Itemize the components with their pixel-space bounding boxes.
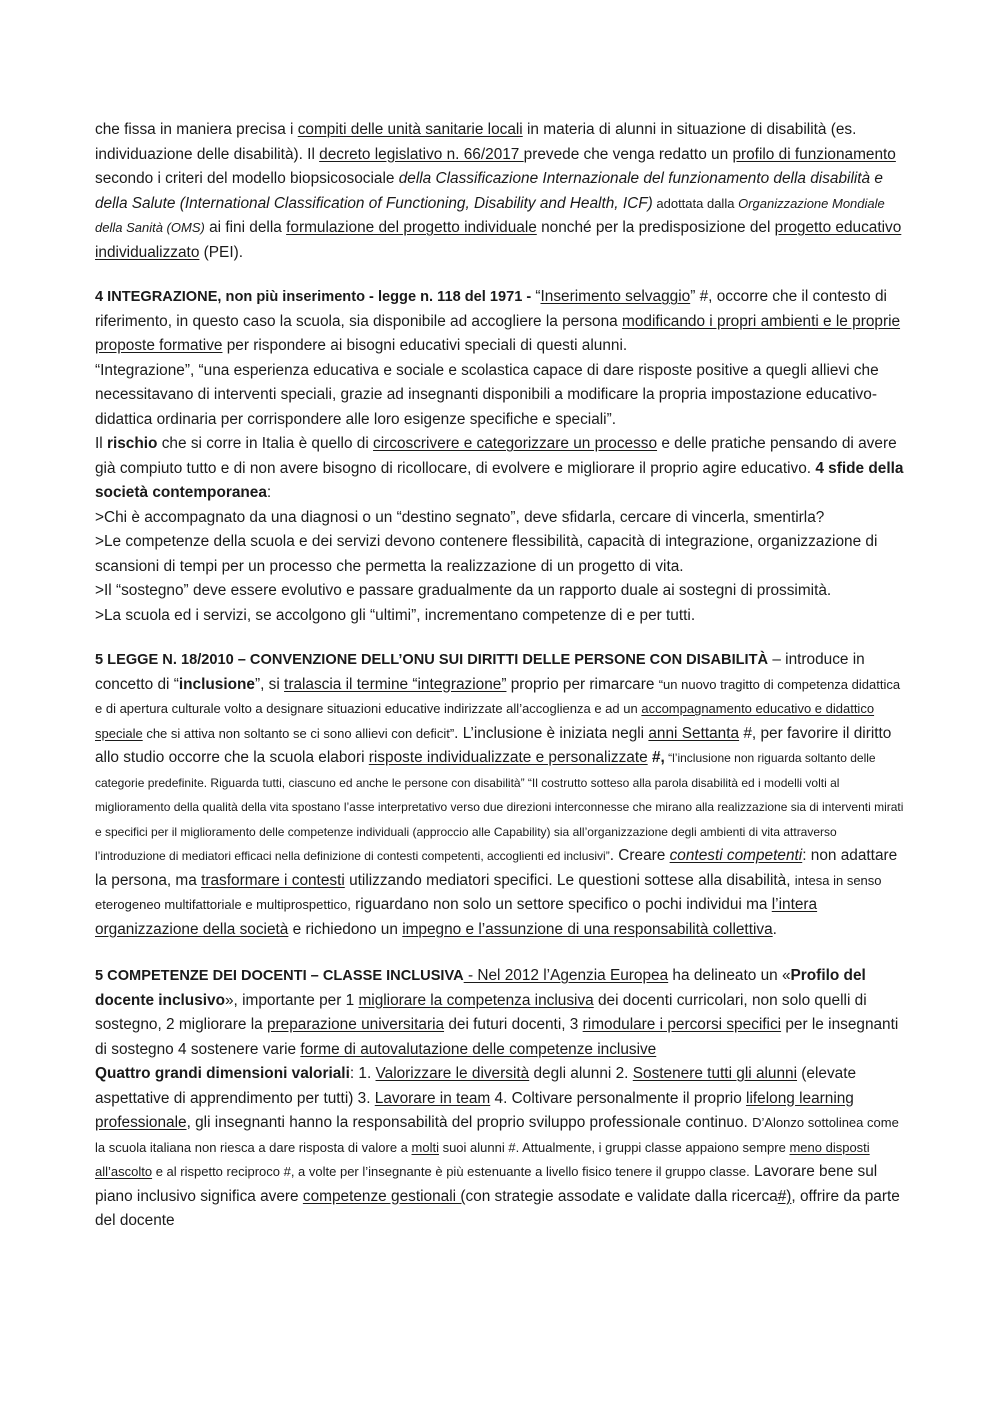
section-integrazione (95, 285, 907, 359)
small-text: e al rispetto reciproco #, a volte per l’insegnante è più estenuante a livello fisico tenere il gruppo classe. (152, 1164, 750, 1179)
paragraph-icf (95, 118, 907, 265)
italic-phrase: Organizzazione Mondiale della Sanità (OMS) (95, 195, 885, 235)
underlined-phrase: migliorare la competenza inclusiva (358, 991, 594, 1009)
text: – introduce in concetto di “ (95, 651, 865, 693)
section-heading: 5 LEGGE N. 18/2010 – CONVENZIONE DELL’ONU SUI DIRITTI DELLE PERSONE CON DISABILITÀ (95, 652, 769, 668)
underlined-phrase: tralascia il termine “integrazione” (284, 675, 507, 693)
text: : (266, 484, 272, 501)
underlined-phrase: rimodulare i percorsi specifici (582, 1016, 782, 1033)
text: per le insegnanti di sostegno 4 sostenere varie (95, 1016, 899, 1058)
italic-phrase: della Classificazione Internazionale del funzionamento della disabilità e della Salute (International Classification of Functioning, Disability and Health, ICF) (95, 170, 883, 212)
paragraph-dimensioni-valoriali (95, 1062, 907, 1234)
underlined-phrase: #) (777, 1187, 792, 1205)
text: Il (95, 435, 107, 452)
bold-phrase: 4 sfide della società contemporanea (95, 459, 904, 501)
text: che fissa in maniera precisa i (95, 121, 298, 138)
bold-phrase: rischio (106, 435, 158, 452)
text: proprio per rimarcare (506, 675, 659, 693)
text: ” #, occorre che il contesto di riferimento, in questo caso la scuola, sia disponibile ad accogliere la persona (95, 288, 887, 330)
underlined-phrase: lifelong learning professionale (95, 1089, 854, 1131)
underlined-phrase: risposte individualizzate e personalizzate (368, 749, 648, 766)
text: , offrire da parte del docente (95, 1187, 900, 1229)
small-text: D’Alonzo sottolinea come la scuola italiana non riesca a dare risposta di valore a (95, 1115, 899, 1155)
underlined-phrase: formulazione del progetto individuale (286, 219, 537, 236)
text: riguardano non solo un settore specifico o pochi individui ma (350, 896, 772, 913)
underlined-phrase: progetto educativo individualizzato (95, 219, 902, 261)
text: 4. Coltivare personalmente il proprio (490, 1089, 747, 1107)
text: ai fini della (204, 219, 287, 236)
text: che si corre in Italia è quello di (157, 435, 374, 452)
paragraph-definizione-integrazione: “Integrazione”, “una esperienza educativa e sociale e scolastica capace di dare risposte positive a quegli allievi che necessitavano di interventi speciali, grazie ad insegnanti disponibili a modificare la propria impostazione educativo-didattica ordinaria per corrispondere alle loro esigenze specifiche e speciali”. (95, 361, 879, 428)
underlined-phrase: meno disposti all’ascolto (95, 1139, 870, 1179)
text: prevede che venga redatto un (523, 145, 733, 163)
text: Lavorare bene sul piano inclusivo significa avere (95, 1163, 878, 1205)
quote-text: intesa in senso eterogeneo multifattoriale e multiprospettico, (95, 872, 882, 912)
challenge-item: >Chi è accompagnato da una diagnosi o un “destino segnato”, deve sfidarla, cercare di vincerla, smentirla? (95, 508, 825, 526)
bold-phrase: inclusione (178, 675, 255, 693)
text: (elevate aspettative di apprendimento per tutti) 3. (95, 1065, 857, 1107)
text: . Creare (609, 847, 670, 864)
underlined-phrase: Inserimento selvaggio (540, 288, 691, 305)
quote-text: “un nuovo tragitto di competenza didattica e di apertura culturale volto a designare situazioni educative indirizzate all’accoglienza e ad un (95, 676, 901, 716)
section-heading: 4 INTEGRAZIONE, non più inserimento - legge n. 118 del 1971 - (95, 289, 536, 305)
text: secondo i criteri del modello biopsicosociale (95, 170, 399, 187)
text: . (772, 920, 777, 938)
quote-text: “l’inclusione non riguarda soltanto delle categorie predefinite. Riguarda tutti, ciascuno ed anche le persone con disabilità” “Il costrutto sotteso alla parola disabilità ed i modelli volti al miglioramento della qualità della vita spostano l’asse interpretativo verso due direzioni interconnesse che mirano alla realizzazione sia di interventi mirati e specifici per il miglioramento delle competenze individuali (approccio alle Capability) sia all’organizzazione degli ambienti di vita attraverso l’introduzione di mediatori efficaci nella definizione di contesti competenti, accoglienti ed inclusivi” (95, 751, 904, 863)
underlined-phrase: l’intera organizzazione della società (95, 896, 818, 938)
underlined-phrase: circoscrivere e categorizzare un processo (373, 435, 658, 452)
text: utilizzando mediatori specifici. Le questioni sottese alla disabilità, (344, 871, 795, 889)
text: nonché per la predisposizione del (536, 219, 775, 236)
bold-phrase: #, (647, 749, 665, 766)
text: (PEI). (199, 243, 243, 261)
underlined-phrase: contesti competenti (669, 847, 803, 864)
text: e delle pratiche pensando di avere già compiuto tutto e di non avere bisogno di ricollocare, di evolvere e migliorare il proprio agire educativo. (95, 435, 897, 477)
challenge-item: >Le competenze della scuola e dei servizi devono contenere flessibilità, capacità di integrazione, organizzazione di scansioni di tempi per un processo che permetta la realizzazione di un progetto di vita. (95, 533, 878, 575)
text: in materia di alunni in situazione di disabilità (es. individuazione delle disabilità). Il (95, 121, 857, 163)
text: dei futuri docenti, 3 (444, 1016, 583, 1033)
underlined-phrase: accompagnamento educativo e didattico speciale (95, 701, 875, 741)
small-text: suoi alunni #. Attualmente, i gruppi classe appaiono sempre (438, 1139, 790, 1155)
underlined-phrase: molti (411, 1139, 439, 1155)
text: », importante per 1 (225, 991, 359, 1009)
bold-phrase: Profilo del docente inclusivo (95, 967, 866, 1009)
text: “ (535, 288, 541, 305)
text: adottata dalla (652, 195, 739, 211)
underlined-phrase: forme di autovalutazione delle competenze inclusive (300, 1040, 657, 1058)
text: con strategie assodate e validate dalla ricerca (465, 1187, 778, 1205)
quote-text: che si attiva non soltanto se ci sono allievi con deficit” (142, 725, 455, 741)
text: : non adattare la persona, ma (95, 847, 898, 889)
text: : 1. (349, 1065, 376, 1082)
paragraph-rischio (95, 432, 907, 506)
underlined-phrase: - Nel 2012 l’Agenzia Europea (463, 967, 669, 984)
text: e richiedono un (288, 920, 403, 938)
underlined-phrase: preparazione universitaria (266, 1016, 445, 1033)
challenge-item: >Il “sostegno” deve essere evolutivo e passare gradualmente da un rapporto duale ai sostegni di prossimità. (95, 582, 832, 599)
text: , gli insegnanti hanno la responsabilità del proprio sviluppo professionale continuo. (186, 1114, 753, 1131)
section-competenze-docenti (95, 964, 907, 1062)
text: #, per favorire il diritto allo studio occorre che la scuola elabori (95, 724, 892, 766)
underlined-phrase: competenze gestionali ( (302, 1187, 466, 1205)
underlined-phrase: anni Settanta (648, 724, 740, 742)
challenge-item: >La scuola ed i servizi, se accolgono gli “ultimi”, incrementano competenze di e per tutti. (95, 606, 696, 624)
underlined-phrase: impegno e l’assunzione di una responsabilità collettiva (402, 920, 773, 938)
document-page (95, 118, 907, 1234)
underlined-phrase: decreto legislativo n. 66/2017 (319, 145, 524, 163)
underlined-phrase: Sostenere tutti gli alunni (632, 1065, 798, 1082)
underlined-phrase: Valorizzare le diversità (375, 1065, 530, 1082)
section-heading: 5 COMPETENZE DEI DOCENTI – CLASSE INCLUSIVA (95, 968, 464, 984)
text: dei docenti curricolari, non solo quelli di sostegno, 2 migliorare la (95, 991, 867, 1033)
underlined-phrase: modificando i propri ambienti e le proprie proposte formative (95, 312, 901, 354)
underlined-phrase: trasformare i contesti (201, 871, 345, 889)
underlined-phrase: profilo di funzionamento (732, 145, 896, 163)
bold-phrase: Quattro grandi dimensioni valoriali (95, 1065, 350, 1082)
text: ha delineato un « (668, 967, 791, 984)
text: degli alunni 2. (529, 1065, 633, 1082)
underlined-phrase: compiti delle unità sanitarie locali (297, 121, 523, 138)
text: ”, si (254, 675, 285, 693)
text: . L’inclusione è iniziata negli (454, 724, 649, 742)
section-legge-18-2010 (95, 648, 907, 942)
text: per rispondere ai bisogni educativi speciali di questi alunni. (222, 337, 628, 354)
underlined-phrase: Lavorare in team (374, 1089, 491, 1107)
